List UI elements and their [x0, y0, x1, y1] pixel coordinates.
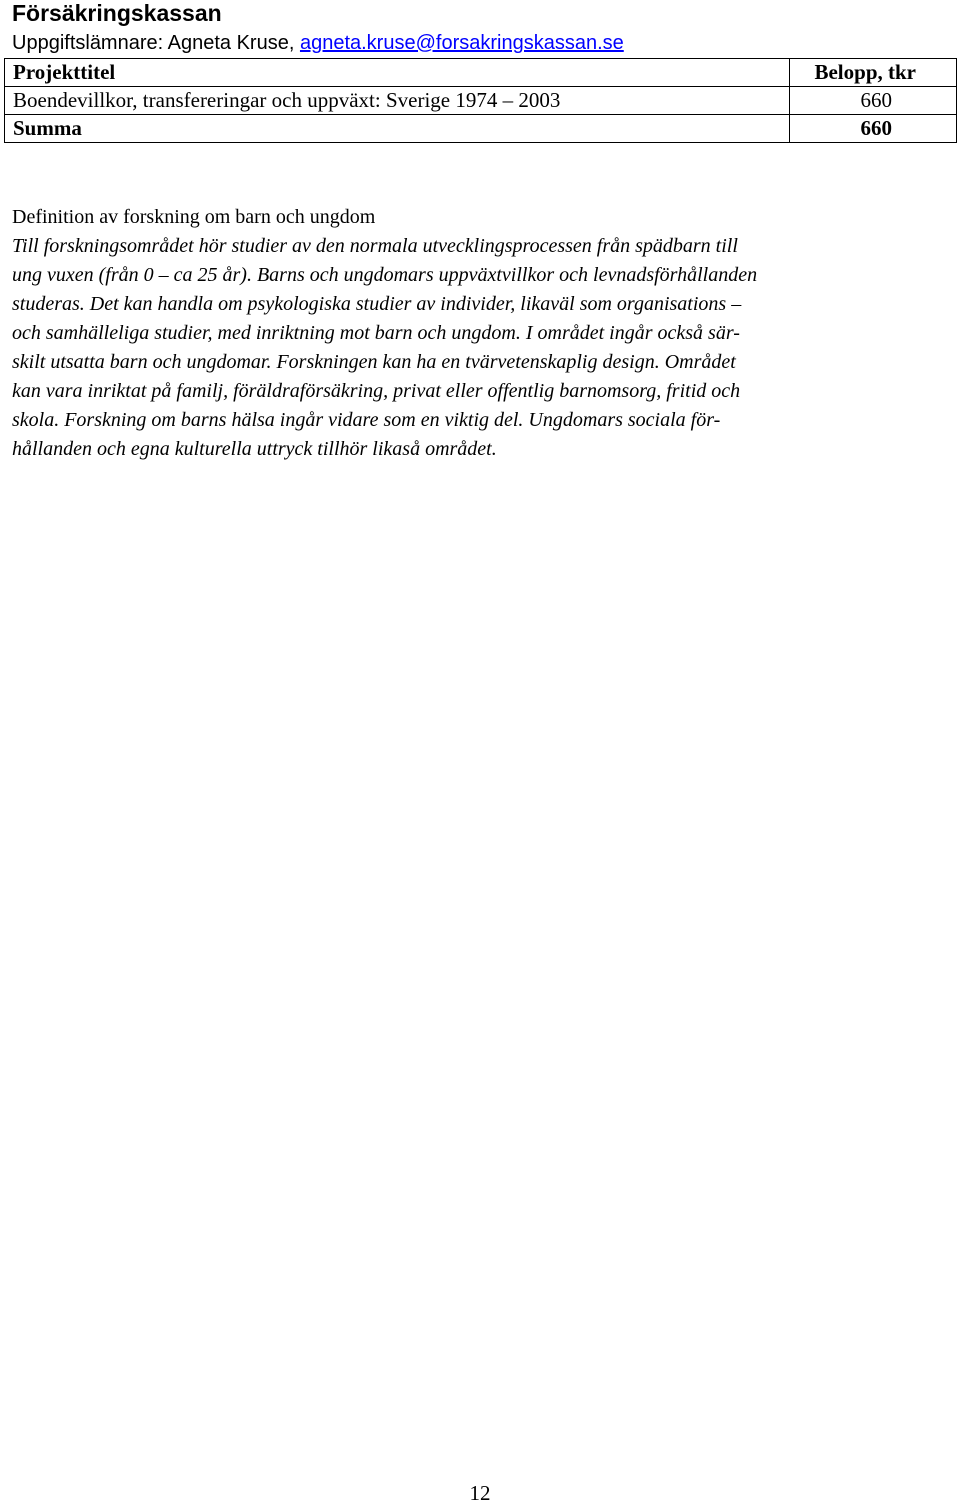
definition-line: skola. Forskning om barns hälsa ingår vidare som en viktig del. Ungdomars sociala för- — [12, 409, 721, 431]
column-header-project-title: Projekttitel — [5, 59, 790, 87]
column-header-amount: Belopp, tkr — [790, 59, 957, 87]
project-amount-cell: 660 — [790, 87, 957, 115]
definition-line: hållanden och egna kulturella uttryck tillhör likaså området. — [12, 438, 497, 460]
definition-line: Till forskningsområdet hör studier av den normala utvecklingsprocessen från spädbarn till — [12, 235, 738, 257]
contact-email-link[interactable]: agneta.kruse@forsakringskassan.se — [299, 32, 624, 54]
organization-title: Försäkringskassan — [12, 0, 222, 26]
definition-line: och samhälleliga studier, med inriktning mot barn och ungdom. I området ingår också sär- — [12, 322, 740, 344]
definition-section — [12, 203, 932, 464]
contact-label: Uppgiftslämnare: Agneta Kruse, — [12, 32, 300, 54]
budget-table — [4, 58, 957, 143]
total-row — [5, 115, 957, 143]
contact-line — [12, 30, 624, 56]
table-row — [5, 87, 957, 115]
definition-line: kan vara inriktat på familj, föräldraförsäkring, privat eller offentlig barnomsorg, fritid och — [12, 380, 741, 402]
definition-line: studeras. Det kan handla om psykologiska studier av individer, likaväl som organisations – — [12, 293, 742, 315]
project-title-cell: Boendevillkor, transfereringar och uppväxt: Sverige 1974 – 2003 — [5, 87, 790, 115]
definition-body — [12, 232, 932, 464]
total-amount-cell: 660 — [790, 115, 957, 143]
definition-heading: Definition av forskning om barn och ungdom — [12, 206, 376, 228]
definition-line: ung vuxen (från 0 – ca 25 år). Barns och ungdomars uppväxtvillkor och levnadsförhållanden — [12, 264, 758, 286]
page-number: 12 — [469, 1481, 491, 1505]
table-header-row — [5, 59, 957, 87]
total-label-cell: Summa — [5, 115, 790, 143]
definition-line: skilt utsatta barn och ungdomar. Forskningen kan ha en tvärvetenskaplig design. Området — [12, 351, 736, 373]
